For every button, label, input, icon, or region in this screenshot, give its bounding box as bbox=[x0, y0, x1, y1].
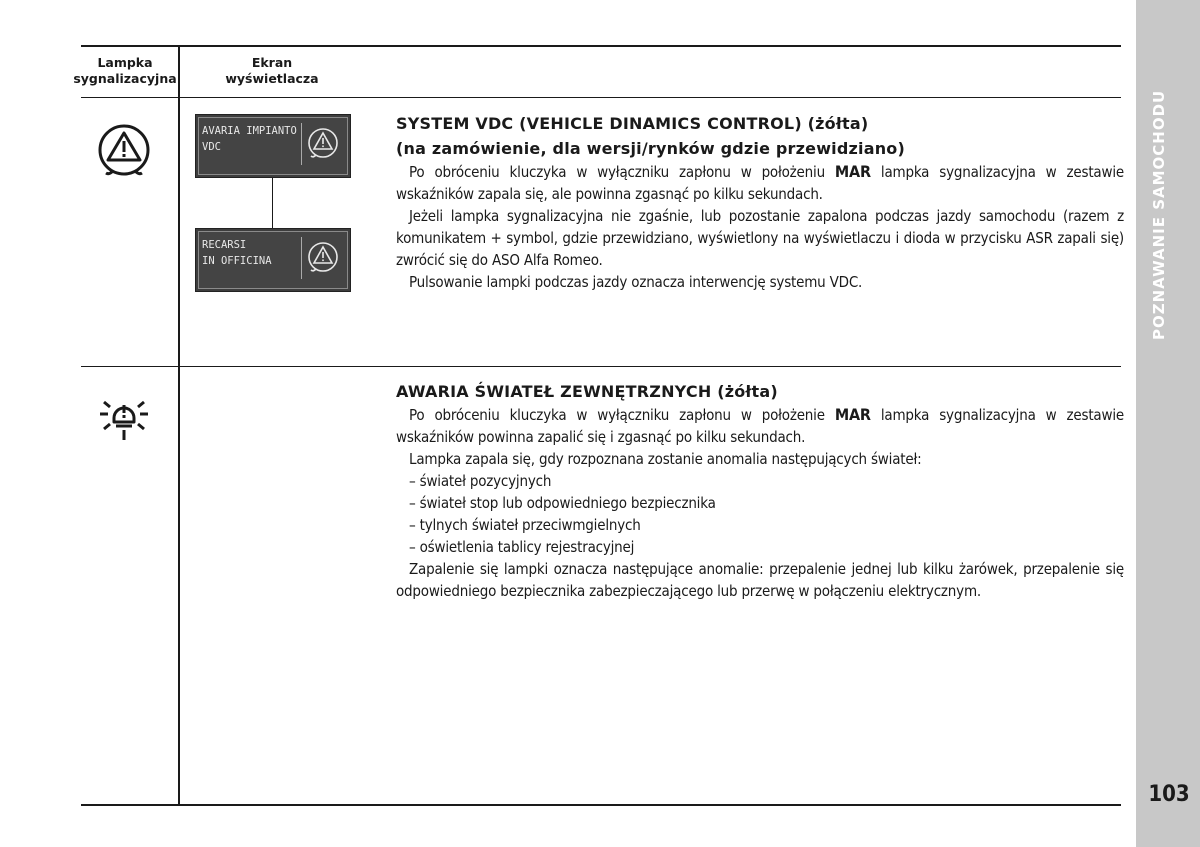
table-bottom-rule bbox=[81, 804, 1121, 806]
paragraph: Pulsowanie lampki podczas jazdy oznacza interwencję systemu VDC. bbox=[409, 273, 863, 291]
lamp-column-header: Lampka sygnalizacyjna bbox=[73, 55, 177, 86]
paragraph: Lampka zapala się, gdy rozpoznana zostanie anomalia następujących świateł: bbox=[409, 450, 922, 468]
sidebar-tab bbox=[1136, 0, 1200, 847]
paragraph: Po obróceniu kluczyka w wyłączniku zapłonu w położeniu MAR lampka sygnalizacyjna w zestawie wskaźników zapala się, ale powinna zgasnąć po kilku sekundach. bbox=[396, 162, 1124, 203]
header-rule bbox=[81, 97, 1121, 98]
lcd-display-go-to-workshop bbox=[195, 228, 351, 292]
list-item: – oświetlenia tablicy rejestracyjnej bbox=[409, 538, 635, 556]
table-top-rule bbox=[81, 45, 1121, 47]
page-number: 103 bbox=[1148, 782, 1190, 807]
section-title: SYSTEM VDC (VEHICLE DINAMICS CONTROL) (żółta) bbox=[396, 114, 869, 133]
section-vdc bbox=[396, 111, 1124, 293]
display-column-header: Ekran wyświetlacza bbox=[225, 55, 319, 86]
list-item: – świateł pozycyjnych bbox=[409, 472, 552, 490]
sidebar-title: POZNAWANIE SAMOCHODU bbox=[1150, 89, 1168, 340]
list-item: – tylnych świateł przeciwmgielnych bbox=[409, 516, 641, 534]
vdc-warning-triangle-icon bbox=[93, 124, 155, 180]
paragraph: Po obróceniu kluczyka w wyłączniku zapłonu w położenie MAR lampka sygnalizacyjna w zestawie wskaźników powinna zapalić się i zgasnąć po kilku sekundach. bbox=[396, 405, 1124, 446]
paragraph: Zapalenie się lampki oznacza następujące anomalie: przepalenie jednej lub kilku żarówek, przepalenie się odpowiedniego bezpiecznika zabezpieczającego lub przerwę w połączeniu elektrycznym. bbox=[396, 560, 1124, 600]
lcd-message: RECARSI IN OFFICINA bbox=[202, 239, 272, 267]
vdc-icon bbox=[301, 237, 344, 279]
display-connector bbox=[272, 178, 273, 230]
section-title: AWARIA ŚWIATEŁ ZEWNĘTRZNYCH (żółta) bbox=[396, 382, 778, 401]
lcd-display-vdc-fault bbox=[195, 114, 351, 178]
lcd-message: AVARIA IMPIANTO VDC bbox=[202, 125, 297, 153]
row-divider bbox=[81, 366, 1121, 367]
section-exterior-lights bbox=[396, 379, 1124, 602]
column-divider bbox=[178, 45, 180, 806]
list-item: – świateł stop lub odpowiedniego bezpiecznika bbox=[409, 494, 716, 512]
vdc-icon bbox=[301, 123, 344, 165]
section-subtitle: (na zamówienie, dla wersji/rynków gdzie przewidziano) bbox=[396, 139, 906, 158]
exterior-light-failure-icon bbox=[98, 396, 150, 444]
paragraph: Jeżeli lampka sygnalizacyjna nie zgaśnie, lub pozostanie zapalona podczas jazdy samochodu (razem z komunikatem + symbol, gdzie przewidziano, wyświetlony na wyświetlaczu i dioda w przycisku ASR zapali się) zwrócić się do ASO Alfa Romeo. bbox=[396, 207, 1124, 269]
